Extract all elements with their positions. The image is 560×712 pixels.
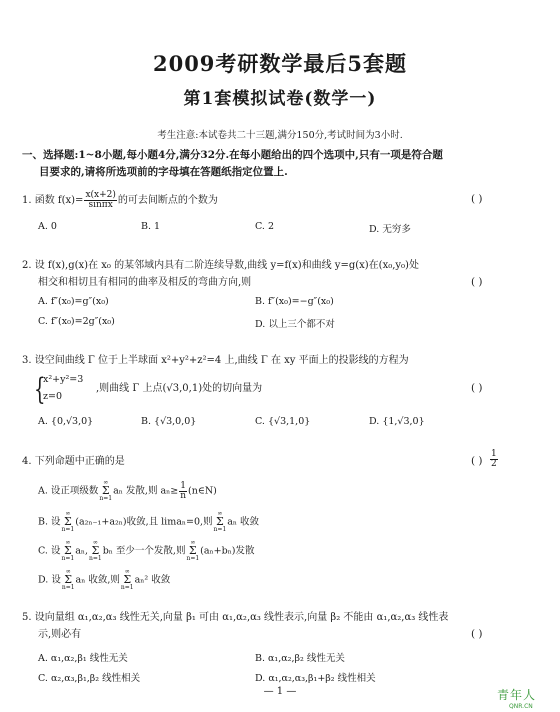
exam-title: 2009考研数学最后5套题 [152,51,408,76]
question-number: 2. [22,260,32,271]
question-text: 设向量组 α₁,α₂,α₃ 线性无关,向量 β₁ 可由 α₁,α₂,α₃ 线性表示,向量 β₂ 不能由 α₁,α₂,α₃ 线性表 [34,612,449,623]
question-5 [22,611,448,624]
sum-symbol [214,511,227,533]
q3-option-d: D. {1,√3,0} [369,416,425,427]
sigma: Σ [216,515,224,528]
question-text: 设 f(x),g(x)在 x₀ 的某邻域内具有二阶连续导数,曲线 y=f(x)和曲线 y=g(x)在(x₀,y₀)处 [34,260,419,271]
q2-option-d: D. 以上三个都不对 [255,319,335,330]
question-number: 5. [22,612,32,623]
option-text: D. 设 [38,574,61,586]
q3-option-c: C. {√3,1,0} [255,416,311,427]
question-2 [22,259,419,272]
q5-option-c: C. α₂,α₃,β₁,β₂ 线性相关 [38,673,141,684]
sum-lower: n=1 [89,555,102,562]
sum-upper: ∞ [190,539,196,546]
sum-lower: n=1 [120,584,134,591]
sum-upper: ∞ [124,568,130,575]
q4-option-a [38,480,217,502]
sigma: Σ [91,544,100,557]
q5-option-d: D. α₁,α₂,α₃,β₁+β₂ 线性相关 [255,673,376,684]
sum-upper: ∞ [65,568,71,575]
answer-paren: ( ) [471,382,483,394]
sum-upper: ∞ [65,510,71,517]
question-3 [22,354,409,367]
option-text: bₙ 至少一个发散,则 [102,545,186,557]
q3-option-b: B. {√3,0,0} [141,416,197,427]
sum-upper: ∞ [103,479,109,486]
sigma: Σ [188,544,197,557]
sum-lower: n=1 [186,555,200,562]
q1-option-c: C. 2 [255,221,275,232]
option-text: (a₂ₙ₋₁+a₂ₙ)收敛,且 limaₙ=0,则 [75,516,213,528]
sum-symbol [99,480,112,502]
option-text: B. 设 [38,516,61,528]
q4-option-d [38,569,170,591]
fraction-numerator: 1 [180,480,186,491]
q4-option-b [38,511,259,533]
page-number: — 1 — [263,686,297,697]
question-1 [22,191,218,210]
fraction-denominator: 2 [491,459,497,469]
fraction-numerator: x(x+2) [85,190,116,200]
question-text: 设空间曲线 Γ 位于上半球面 x²+y²+z²=4 上,曲线 Γ 在 xy 平面上的投影线的方程为 [34,355,409,366]
question-4 [22,455,125,468]
sigma: Σ [123,573,132,586]
sum-lower: n=1 [61,555,75,562]
q1-option-d: D. 无穷多 [369,224,411,235]
question-text: 的可去间断点的个数为 [117,195,218,206]
question-text: 函数 f(x)= [34,195,84,206]
sum-symbol [121,569,134,591]
option-text: aₙ 收敛 [227,516,260,528]
fraction-denominator: n [180,490,186,501]
system-eq-2: z=0 [43,391,63,402]
question-number: 1. [22,195,32,206]
sum-upper: ∞ [217,510,223,517]
system-brace: { [34,372,46,407]
section-instructions [22,147,542,181]
exam-notice: 考生注意:本试卷共二十三题,满分150分,考试时间为3小时. [157,130,403,141]
system-eq-1: x²+y²=3 [43,374,84,385]
option-text: (aₙ+bₙ)发散 [200,545,255,557]
question-3-cont: ,则曲线 Γ 上点(√3,0,1)处的切向量为 [96,383,263,394]
section-line-1: 一、选择题:1~8小题,每小题4分,满分32分.在每小题给出的四个选项中,只有一项是符合题 [22,149,443,161]
watermark-name: 青年人 [497,688,537,702]
question-text: 下列命题中正确的是 [34,456,125,467]
question-number: 4. [22,456,32,467]
sum-lower: n=1 [213,526,227,533]
sum-symbol [186,540,199,562]
q1-option-b: B. 1 [141,221,161,232]
exam-subtitle: 第1套模拟试卷(数学一) [183,89,377,109]
question-number: 3. [22,355,32,366]
option-text: C. 设 [38,545,61,557]
q5-option-a: A. α₁,α₂,β₁ 线性无关 [38,653,128,664]
watermark-logo [497,686,553,710]
answer-paren: ( ) [471,276,483,288]
sum-lower: n=1 [61,584,75,591]
option-text: aₙ 收敛,则 [75,574,120,586]
sigma: Σ [63,544,72,557]
sum-symbol [62,511,75,533]
question-2-cont: 相交和相切且有相同的曲率及相反的弯曲方向,则 [38,277,252,288]
option-text: aₙ² 收敛 [134,574,171,586]
answer-paren: ( ) [471,193,483,205]
sigma: Σ [64,515,72,528]
sigma: Σ [101,484,110,497]
section-line-2: 目要求的,请将所选项前的字母填在答题纸指定位置上. [39,166,288,178]
watermark-url: QNR.CN [509,703,533,710]
option-text: aₙ 发散,则 aₙ≥ [113,485,179,497]
option-text: (n∈N) [188,485,217,497]
q4-option-c [38,540,255,562]
q2-option-a: A. f″(x₀)=g″(x₀) [38,296,109,307]
option-text: A. 设正项级数 [38,485,99,497]
fraction-numerator: 1 [491,449,497,459]
fraction [84,191,116,210]
q2-option-b: B. f″(x₀)=−g″(x₀) [255,296,334,307]
sum-symbol [61,540,74,562]
sigma: Σ [64,573,73,586]
sum-upper: ∞ [92,539,98,546]
sum-symbol [62,569,75,591]
q1-option-a: A. 0 [38,221,57,232]
fraction-denominator: sinπx [88,200,113,210]
option-text: aₙ, [75,545,88,557]
sum-upper: ∞ [65,539,71,546]
answer-paren: ( ) [471,628,483,640]
sum-symbol [89,540,102,562]
answer-paren: ( ) [471,455,483,467]
question-5-cont: 示,则必有 [38,629,82,640]
q3-option-a: A. {0,√3,0} [38,416,94,427]
sum-lower: n=1 [61,526,75,533]
q2-option-c: C. f″(x₀)=2g″(x₀) [38,316,115,327]
paren-fraction [490,450,498,469]
sum-lower: n=1 [99,495,113,502]
fraction [179,482,187,501]
q5-option-b: B. α₁,α₂,β₂ 线性无关 [255,653,345,664]
